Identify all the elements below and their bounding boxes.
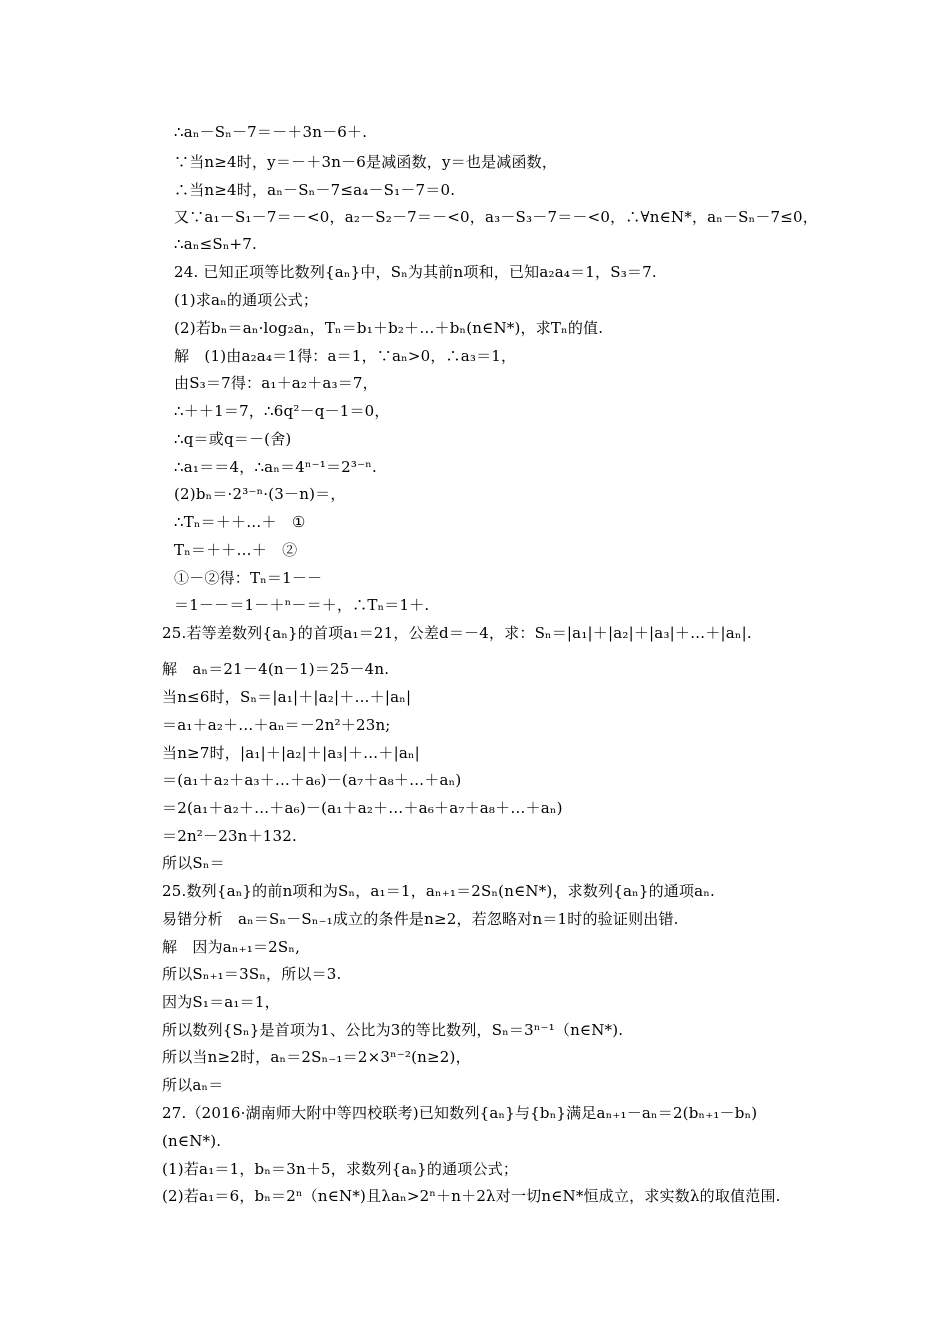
text-line: ＝1－－＝1－＋ⁿ－＝＋，∴Tₙ＝1＋.	[174, 596, 430, 614]
text-line: ＝2(a₁＋a₂＋…＋a₆)－(a₁＋a₂＋…＋a₆＋a₇＋a₈＋…＋aₙ)	[162, 799, 563, 817]
text-line: 所以当n≥2时，aₙ＝2Sₙ₋₁＝2×3ⁿ⁻²(n≥2)，	[162, 1048, 471, 1066]
text-line: ∴a₁＝＝4，∴aₙ＝4ⁿ⁻¹＝2³⁻ⁿ.	[174, 458, 377, 476]
text-line: ∴aₙ≤Sₙ+7.	[174, 235, 257, 253]
text-line: ∴q＝或q＝－(舍)	[174, 430, 292, 448]
text-line: ＝a₁＋a₂＋…＋aₙ＝－2n²＋23n;	[162, 716, 391, 734]
text-line: 所以aₙ＝	[162, 1076, 224, 1094]
text-line: (2)若bₙ＝aₙ·log₂aₙ，Tₙ＝b₁＋b₂＋…＋bₙ(n∈N*)，求Tₙ的值.	[174, 319, 604, 337]
text-line: (2)若a₁＝6，bₙ＝2ⁿ（n∈N*)且λaₙ>2ⁿ＋n＋2λ对一切n∈N*恒成立，求实数λ的取值范围.	[162, 1187, 781, 1205]
text-line: Tₙ＝＋＋…＋ ②	[174, 541, 298, 559]
solution-line: 解 (1)由a₂a₄＝1得：a＝1，∵aₙ>0，∴a₃＝1，	[174, 347, 517, 365]
text-line: (2)bₙ＝·2³⁻ⁿ·(3－n)＝，	[174, 485, 346, 503]
text-line: ＝2n²－23n＋132.	[162, 827, 297, 845]
solution-line: 解 因为aₙ₊₁＝2Sₙ,	[162, 938, 301, 956]
text-line: (1)求aₙ的通项公式；	[174, 291, 319, 309]
text-line: ∴当n≥4时，aₙ－Sₙ－7≤a₄－S₁－7＝0.	[174, 181, 456, 199]
text-line: 所以Sₙ₊₁＝3Sₙ，所以＝3.	[162, 965, 342, 983]
problem-25-statement: 25.若等差数列{aₙ}的首项a₁＝21，公差d＝－4，求：Sₙ＝|a₁|＋|a₂|＋|a₃|＋…＋|aₙ|.	[162, 624, 752, 642]
text-line: 又∵a₁－S₁－7＝－<0，a₂－S₂－7＝－<0，a₃－S₃－7＝－<0，∴∀n∈N*，aₙ－Sₙ－7≤0，	[174, 208, 818, 226]
text-line: 所以Sₙ＝	[162, 854, 225, 872]
text-line: ∴aₙ－Sₙ－7＝－＋3n－6＋.	[174, 123, 368, 141]
text-line: ∵当n≥4时，y＝－＋3n－6是减函数，y＝也是减函数，	[174, 153, 558, 171]
text-line: ①－②得：Tₙ＝1－－	[174, 569, 323, 587]
problem-24-statement: 24. 已知正项等比数列{aₙ}中，Sₙ为其前n项和，已知a₂a₄＝1，S₃＝7.	[174, 263, 657, 281]
text-line: ∴＋＋1＝7，∴6q²－q－1＝0，	[174, 402, 390, 420]
solution-line: 解 aₙ＝21－4(n－1)＝25－4n.	[162, 660, 390, 678]
text-line: ＝(a₁＋a₂＋a₃＋…＋a₆)－(a₇＋a₈＋…＋aₙ)	[162, 771, 462, 789]
text-line: 因为S₁＝a₁＝1，	[162, 993, 280, 1011]
text-line: 由S₃＝7得：a₁＋a₂＋a₃＝7，	[174, 374, 378, 392]
text-line: (n∈N*).	[162, 1132, 222, 1150]
problem-25b-statement: 25.数列{aₙ}的前n项和为Sₙ，a₁＝1，aₙ₊₁＝2Sₙ(n∈N*)，求数列{aₙ}的通项aₙ.	[162, 882, 715, 900]
text-line: ∴Tₙ＝＋＋…＋ ①	[174, 513, 306, 531]
text-line: 所以数列{Sₙ}是首项为1、公比为3的等比数列，Sₙ＝3ⁿ⁻¹（n∈N*).	[162, 1021, 624, 1039]
text-line: (1)若a₁＝1，bₙ＝3n＋5，求数列{aₙ}的通项公式；	[162, 1160, 519, 1178]
text-line: 当n≥7时，|a₁|＋|a₂|＋|a₃|＋…＋|aₙ|	[162, 744, 420, 762]
problem-27-statement: 27.（2016·湖南师大附中等四校联考)已知数列{aₙ}与{bₙ}满足aₙ₊₁－aₙ＝2(bₙ₊₁－bₙ)	[162, 1104, 758, 1122]
error-analysis-line: 易错分析 aₙ＝Sₙ－Sₙ₋₁成立的条件是n≥2，若忽略对n＝1时的验证则出错.	[162, 910, 679, 928]
text-line: 当n≤6时，Sₙ＝|a₁|＋|a₂|＋…＋|aₙ|	[162, 688, 412, 706]
